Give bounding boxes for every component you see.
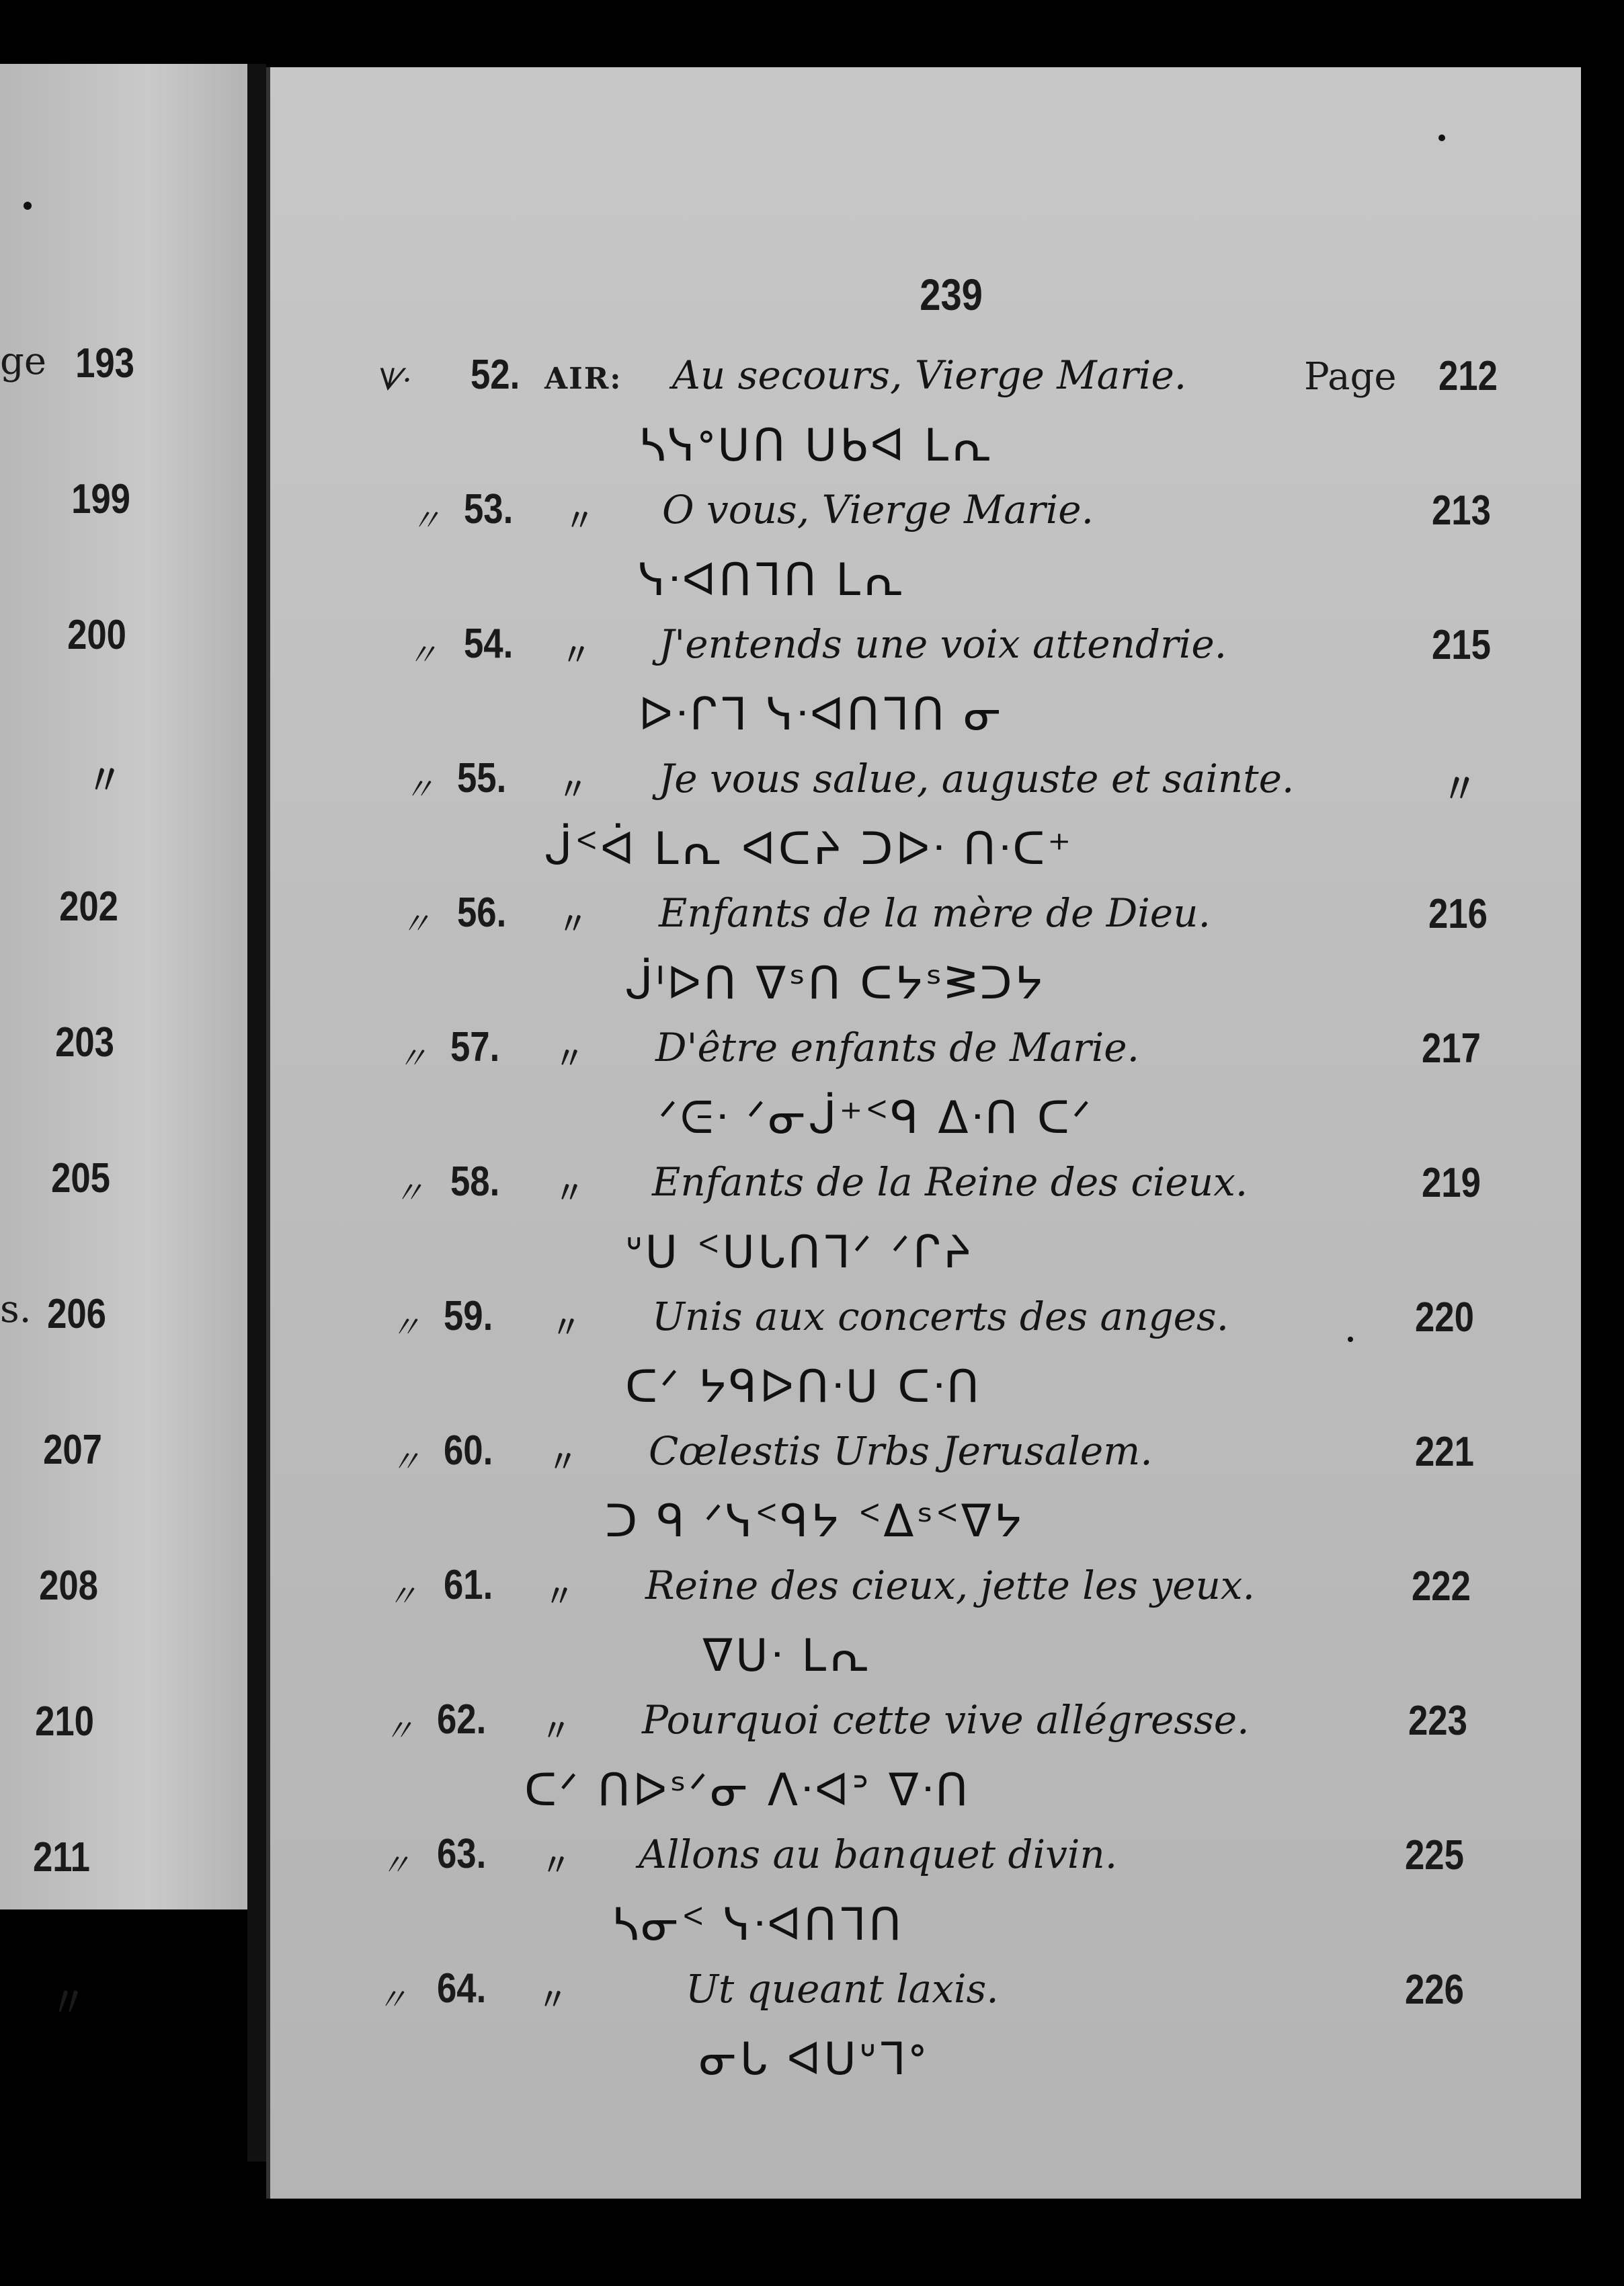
hymn-number: 62. xyxy=(437,1696,487,1743)
ditto-mark: 〃 xyxy=(400,906,431,942)
hymn-title: O vous, Vierge Marie. xyxy=(662,487,1094,533)
hymn-number: 57. xyxy=(450,1024,500,1070)
left-page-number: 207 xyxy=(43,1427,102,1473)
air-label: 〃 xyxy=(565,504,596,538)
hymn-number: 63. xyxy=(437,1831,487,1877)
hymn-title: Ut queant laxis. xyxy=(686,1966,999,2012)
air-label: 〃 xyxy=(538,1983,569,2017)
hymn-number: 53. xyxy=(464,486,514,533)
left-page-number: 206 xyxy=(47,1291,106,1337)
hymn-title: J'entends une voix attendrie. xyxy=(659,621,1227,667)
left-page-number: 〃 xyxy=(87,758,122,804)
syllabic-title: ᐡᑌ ᑉᑌᒐᑎᒣᐟ ᐟᒋᔨ xyxy=(625,1226,974,1278)
syllabic-title: ᐟᕮᐧ ᐟᓂᒎ⁺ᑉᑫ ᐃᐧᑎ ᑕᐟ xyxy=(659,1092,1094,1144)
ditto-mark: 〃 xyxy=(383,1712,414,1749)
air-label: 〃 xyxy=(555,1176,585,1210)
hymn-page: 212 xyxy=(1438,353,1498,399)
air-label: AIR: xyxy=(544,362,622,396)
left-page-number: 210 xyxy=(35,1698,94,1745)
air-label: 〃 xyxy=(541,1848,572,1883)
hymn-title: D'être enfants de Marie. xyxy=(655,1025,1140,1070)
ditto-mark: 〃 xyxy=(410,502,441,539)
left-page-number: 205 xyxy=(51,1155,110,1201)
hymn-number: 54. xyxy=(464,621,514,667)
ditto-mark: 〃 xyxy=(387,1578,417,1614)
left-page-number: 208 xyxy=(39,1563,99,1609)
syllabic-title: ᑕᐟ ᔭᑫᐅᑎᐧᑌ ᑕᐧᑎ xyxy=(625,1361,982,1413)
ditto-mark: 〃 xyxy=(380,1847,411,1883)
left-page-number: 202 xyxy=(59,883,118,930)
left-page-number: 211 xyxy=(32,1834,90,1881)
syllabic-title: ᑐ ᑫ ᐟᓭᑉᑫᔭ ᑉᐃˢᑉᐁᔭ xyxy=(605,1495,1025,1547)
syllabic-title: ᒎᑊᐅᑎ ᐁˢᑎ ᑕᔭˢᕒᑐᔭ xyxy=(625,957,1046,1009)
ditto-mark: ᗐ· xyxy=(373,362,412,398)
hymn-title: Reine des cieux, jette les yeux. xyxy=(645,1563,1255,1608)
ditto-mark: 〃 xyxy=(376,1981,407,2018)
left-page-number: 193 xyxy=(75,340,134,387)
hymn-number: 64. xyxy=(437,1965,487,2012)
syllabic-title: ᐅᐧᒋᒣ ᓭᐧᐊᑎᒣᑎ ᓂ xyxy=(639,688,1004,740)
hymn-page: 215 xyxy=(1432,622,1491,668)
ink-speck xyxy=(24,202,32,210)
hymn-page: 220 xyxy=(1415,1294,1474,1341)
left-page-fragment: s. xyxy=(0,1288,32,1331)
air-label: 〃 xyxy=(541,1714,572,1748)
hymn-title: Enfants de la Reine des cieux. xyxy=(652,1159,1248,1205)
left-page-number: 203 xyxy=(55,1019,114,1066)
syllabic-title: ᒎᑉᐋ ᒪᕆ ᐊᑕᔨ ᑐᐅᐧ ᑎᐧᑕ⁺ xyxy=(544,823,1074,875)
hymn-page: 226 xyxy=(1405,1967,1464,2013)
page-label: Page xyxy=(1304,355,1397,399)
hymn-number: 61. xyxy=(444,1562,493,1608)
air-label: 〃 xyxy=(558,907,589,941)
ditto-mark: 〃 xyxy=(390,1309,421,1345)
hymn-page: 213 xyxy=(1432,487,1491,534)
ink-speck xyxy=(1438,134,1445,141)
hymn-title: Cœlestis Urbs Jerusalem. xyxy=(649,1428,1153,1474)
syllabic-title: ᓂᒐ ᐊᑌᐡᒣᐤ xyxy=(699,2033,929,2085)
hymn-number: 56. xyxy=(457,890,507,936)
hymn-page: 222 xyxy=(1412,1563,1471,1610)
hymn-page: 216 xyxy=(1428,891,1488,937)
hymn-title: Au secours, Vierge Marie. xyxy=(672,352,1187,398)
air-label: 〃 xyxy=(561,638,592,672)
book-spine xyxy=(247,64,266,2162)
air-label: 〃 xyxy=(551,1310,582,1345)
hymn-page: 217 xyxy=(1422,1025,1481,1072)
syllabic-title: ᓴᓂᑉ ᓭᐧᐊᑎᒣᑎ xyxy=(612,1899,904,1950)
hymn-number: 52. xyxy=(471,352,520,398)
syllabic-title: ᓴᓭᐤᑌᑎ ᑌᑲᐊ ᒪᕆ xyxy=(639,420,995,471)
hymn-page: 221 xyxy=(1415,1429,1474,1475)
hymn-page: 223 xyxy=(1408,1698,1467,1744)
ditto-mark: 〃 xyxy=(397,1040,428,1076)
air-label: 〃 xyxy=(544,1579,575,1614)
ditto-mark: 〃 xyxy=(403,771,434,807)
left-page-number: 199 xyxy=(71,476,130,522)
hymn-title: Pourquoi cette vive allégresse. xyxy=(642,1697,1250,1743)
left-page-fragment: ge xyxy=(0,340,46,383)
syllabic-title: ᑕᐟ ᑎᐅˢᐟᓂ ᐱᐧᐊᐣ ᐁᐧᑎ xyxy=(524,1764,971,1816)
left-page-number: 200 xyxy=(67,612,126,658)
hymn-page: 225 xyxy=(1405,1832,1464,1879)
page-number: 239 xyxy=(920,270,983,319)
left-page-number: 〃 xyxy=(50,1980,86,2026)
hymn-number: 59. xyxy=(444,1293,493,1339)
hymn-title: Enfants de la mère de Dieu. xyxy=(659,890,1211,936)
ditto-mark: 〃 xyxy=(390,1444,421,1480)
hymn-page: 219 xyxy=(1422,1160,1481,1206)
air-label: 〃 xyxy=(548,1445,579,1479)
air-label: 〃 xyxy=(558,773,589,807)
syllabic-title: ᐁᑌᐧ ᒪᕆ xyxy=(702,1630,872,1682)
hymn-title: Unis aux concerts des anges. xyxy=(652,1294,1229,1339)
hymn-title: Allons au banquet divin. xyxy=(639,1831,1118,1877)
ditto-mark: 〃 xyxy=(407,637,438,673)
ditto-mark: 〃 xyxy=(393,1175,424,1211)
air-label: 〃 xyxy=(555,1041,585,1076)
hymn-number: 55. xyxy=(457,755,507,801)
syllabic-title: ᓭᐧᐊᑎᒣᑎ ᒪᕆ xyxy=(639,554,907,606)
hymn-title: Je vous salue, auguste et sainte. xyxy=(659,756,1295,801)
ink-speck xyxy=(1348,1337,1353,1342)
hymn-page: 〃 xyxy=(1442,766,1477,813)
hymn-number: 60. xyxy=(444,1427,493,1474)
hymn-number: 58. xyxy=(450,1158,500,1205)
